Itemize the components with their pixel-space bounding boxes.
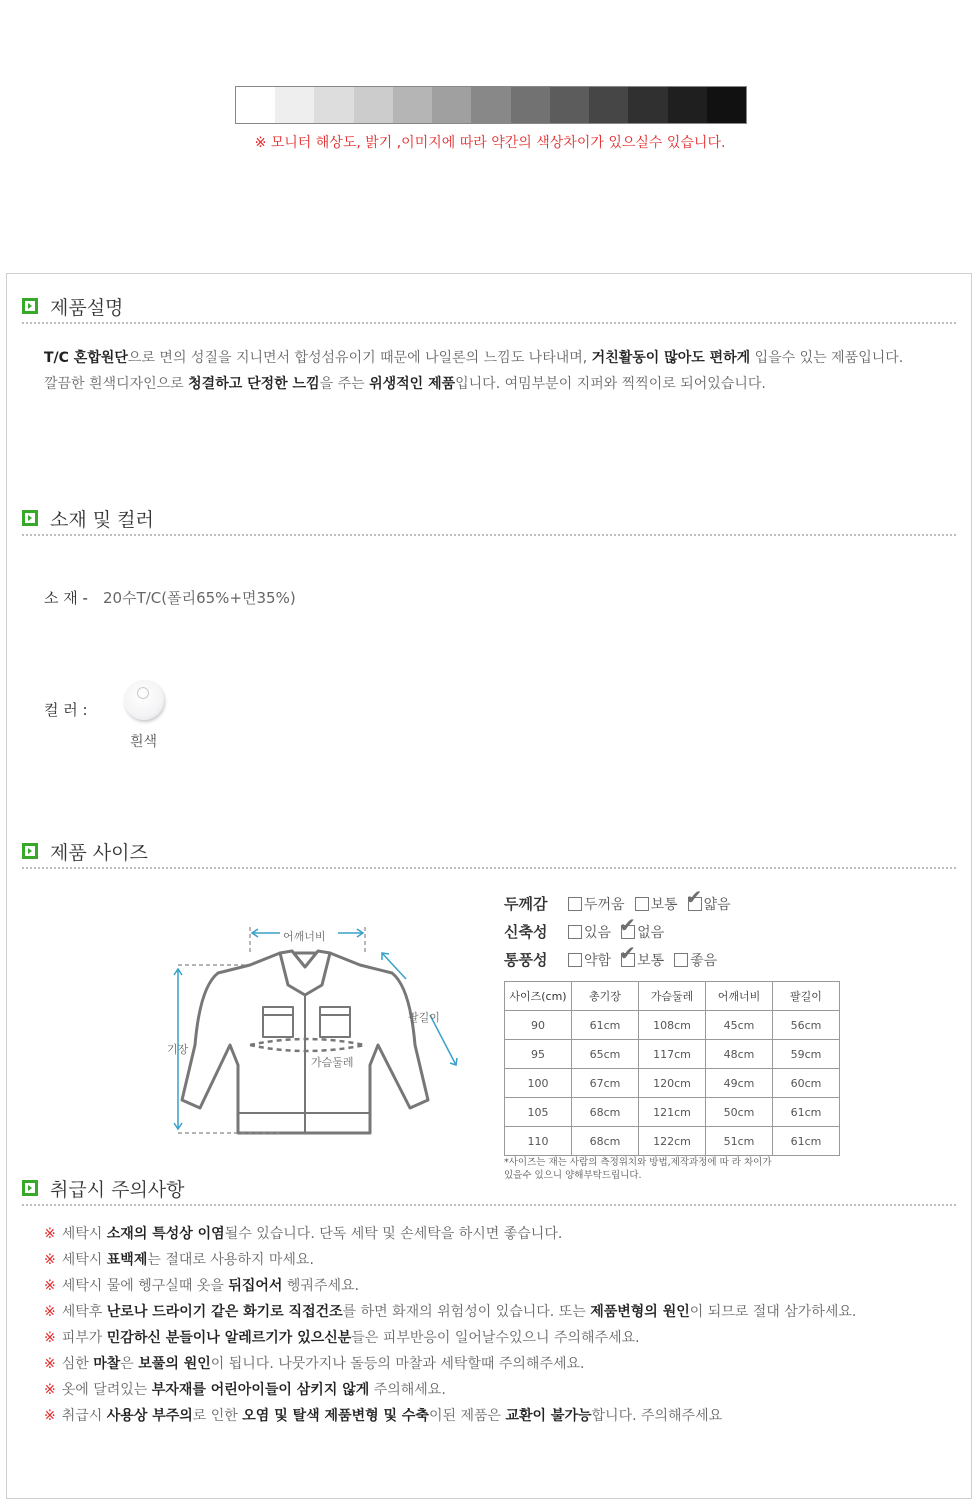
table-cell: 61cm: [572, 1011, 639, 1040]
size-table-header-cell: 총기장: [572, 982, 639, 1011]
table-cell: 61cm: [773, 1098, 840, 1127]
divider: [22, 534, 956, 536]
chest-label: 가슴둘레: [311, 1056, 354, 1069]
size-table-header-cell: 팔길이: [773, 982, 840, 1011]
reference-mark-icon: ※: [44, 1252, 56, 1268]
spec-checkbox[interactable]: 있음: [568, 922, 611, 942]
table-cell: 59cm: [773, 1040, 840, 1069]
spec-row: [504, 940, 727, 970]
reference-mark-icon: ※: [44, 1382, 56, 1398]
table-cell: 110: [505, 1127, 572, 1156]
gray-swatch: [511, 87, 550, 123]
divider: [22, 867, 956, 869]
spec-checkbox[interactable]: 좋음: [674, 950, 717, 970]
table-cell: 51cm: [706, 1127, 773, 1156]
check-icon: ✔: [619, 940, 636, 965]
size-table-header-cell: 어깨너비: [706, 982, 773, 1011]
gray-swatch: [628, 87, 667, 123]
size-table-header: [505, 982, 840, 1011]
table-cell: 100: [505, 1069, 572, 1098]
reference-mark-icon: ※: [44, 1278, 56, 1294]
jacket-size-diagram: [160, 915, 480, 1145]
check-icon: ✔: [685, 884, 703, 909]
reference-mark-icon: ※: [44, 1408, 56, 1424]
table-cell: 108cm: [639, 1011, 706, 1040]
table-cell: 105: [505, 1098, 572, 1127]
table-cell: 120cm: [639, 1069, 706, 1098]
reference-mark-icon: ※: [44, 1330, 56, 1346]
table-row: [505, 1040, 840, 1069]
table-cell: 67cm: [572, 1069, 639, 1098]
gray-swatch: [550, 87, 589, 123]
divider: [22, 1204, 956, 1206]
table-cell: 49cm: [706, 1069, 773, 1098]
gray-swatch: [432, 87, 471, 123]
gray-swatch: [354, 87, 393, 123]
section-title-care: 취급시 주의사항: [22, 1176, 185, 1200]
size-table-header-cell: 사이즈(cm): [505, 982, 572, 1011]
arrow-icon: [22, 298, 38, 314]
color-swatch-white[interactable]: [124, 680, 164, 720]
gray-swatch: [471, 87, 510, 123]
sleeve-label: 팔길이: [408, 1011, 440, 1024]
material-value: 20수T/C(폴리65%+면35%): [103, 589, 296, 607]
care-item: ※ 세탁시 물에 헹구실때 옷을 뒤집어서 헹궈주세요.: [44, 1278, 359, 1294]
table-cell: 68cm: [572, 1098, 639, 1127]
table-cell: 121cm: [639, 1098, 706, 1127]
table-cell: 60cm: [773, 1069, 840, 1098]
check-icon: ✔: [619, 912, 636, 937]
care-item: ※ 세탁후 난로나 드라이기 같은 화기로 직접건조를 하면 화재의 위험성이 있습니다. 또는 제품변형의 원인이 되므로 절대 삼가하세요.: [44, 1304, 857, 1320]
care-item: ※ 취급시 사용상 부주의로 인한 오염 및 탈색 제품변형 및 수축이된 제품은 교환이 불가능합니다. 주의해주세요: [44, 1408, 723, 1424]
section-title-description: 제품설명: [22, 294, 123, 318]
care-item: ※ 세탁시 표백제는 절대로 사용하지 마세요.: [44, 1252, 314, 1268]
shoulder-label: 어깨너비: [283, 930, 326, 943]
size-table-header-cell: 가슴둘레: [639, 982, 706, 1011]
gray-swatch: [236, 87, 275, 123]
size-note: *사이즈는 재는 사람의 측정위치와 방법,제작과정에 따 라 차이가 있을수 있으니 양해부탁드립니다.: [504, 1157, 772, 1181]
gray-swatch: [393, 87, 432, 123]
table-cell: 56cm: [773, 1011, 840, 1040]
spec-checkbox[interactable]: ✔ 없음: [619, 912, 665, 941]
table-cell: 122cm: [639, 1127, 706, 1156]
material-label: 소 재 -: [44, 589, 88, 607]
gray-swatch: [275, 87, 314, 123]
section-title-material: 소재 및 컬러: [22, 506, 154, 530]
table-cell: 68cm: [572, 1127, 639, 1156]
table-row: [505, 1069, 840, 1098]
care-item: ※ 심한 마찰은 보풀의 원인이 됩니다. 나뭇가지나 돌등의 마찰과 세탁할때 주의해주세요.: [44, 1356, 585, 1372]
arrow-icon: [22, 1180, 38, 1196]
length-label: 기장: [167, 1043, 189, 1056]
size-table: [504, 981, 840, 1156]
reference-mark-icon: ※: [44, 1226, 56, 1242]
description-line-2: 깔끔한 흰색디자인으로 청결하고 단정한 느낌을 주는 위생적인 제품입니다. 여밈부분이 지퍼와 찍찍이로 되어있습니다.: [44, 376, 766, 392]
monitor-notice: ※ 모니터 해상도, 밝기 ,이미지에 따라 약간의 색상차이가 있으실수 있습니다.: [254, 135, 726, 151]
table-cell: 65cm: [572, 1040, 639, 1069]
gray-swatch: [314, 87, 353, 123]
section-title-size: 제품 사이즈: [22, 839, 148, 863]
checkbox-icon: [635, 897, 649, 911]
table-cell: 95: [505, 1040, 572, 1069]
spec-row: [504, 884, 741, 914]
arrow-icon: [22, 843, 38, 859]
spec-label: 통풍성: [504, 951, 548, 969]
color-label: 컬 러 :: [44, 701, 88, 719]
spec-checkbox[interactable]: ✔ 보통: [619, 940, 665, 969]
checkbox-icon: [568, 953, 582, 967]
spec-row: [504, 912, 674, 942]
spec-checkbox[interactable]: 약함: [568, 950, 611, 970]
table-cell: 90: [505, 1011, 572, 1040]
description-line-1: T/C 혼합원단으로 면의 성질을 지니면서 합성섬유이기 때문에 나일론의 느낌도 나타내며, 거친활동이 많아도 편하게 입을수 있는 제품입니다.: [44, 350, 904, 366]
table-cell: 117cm: [639, 1040, 706, 1069]
table-row: [505, 1127, 840, 1156]
divider: [22, 322, 956, 324]
care-item: ※ 옷에 달려있는 부자재를 어린아이들이 삼키지 않게 주의해세요.: [44, 1382, 446, 1398]
care-item: ※ 피부가 민감하신 분들이나 알레르기가 있으신분들은 피부반응이 일어날수있으니 주의해주세요.: [44, 1330, 640, 1346]
reference-mark-icon: ※: [44, 1356, 56, 1372]
table-row: [505, 1098, 840, 1127]
table-cell: 50cm: [706, 1098, 773, 1127]
spec-checkbox[interactable]: 두꺼움: [568, 894, 625, 914]
gray-swatch: [589, 87, 628, 123]
spec-checkbox[interactable]: 보통: [635, 894, 678, 914]
grayscale-strip: [235, 86, 747, 124]
gray-swatch: [707, 87, 746, 123]
spec-label: 두께감: [504, 895, 548, 913]
checkbox-icon: [568, 925, 582, 939]
arrow-icon: [22, 510, 38, 526]
table-cell: 45cm: [706, 1011, 773, 1040]
spec-label: 신축성: [504, 923, 548, 941]
spec-checkbox[interactable]: ✔ 얇음: [685, 884, 731, 913]
button-icon: [137, 687, 149, 699]
table-cell: 48cm: [706, 1040, 773, 1069]
care-item: ※ 세탁시 소재의 특성상 이염될수 있습니다. 단독 세탁 및 손세탁을 하시면 좋습니다.: [44, 1226, 563, 1242]
color-name: 흰색: [130, 734, 158, 750]
checkbox-icon: [674, 953, 688, 967]
gray-swatch: [668, 87, 707, 123]
checkbox-icon: [568, 897, 582, 911]
table-cell: 61cm: [773, 1127, 840, 1156]
table-row: [505, 1011, 840, 1040]
reference-mark-icon: ※: [44, 1304, 56, 1320]
